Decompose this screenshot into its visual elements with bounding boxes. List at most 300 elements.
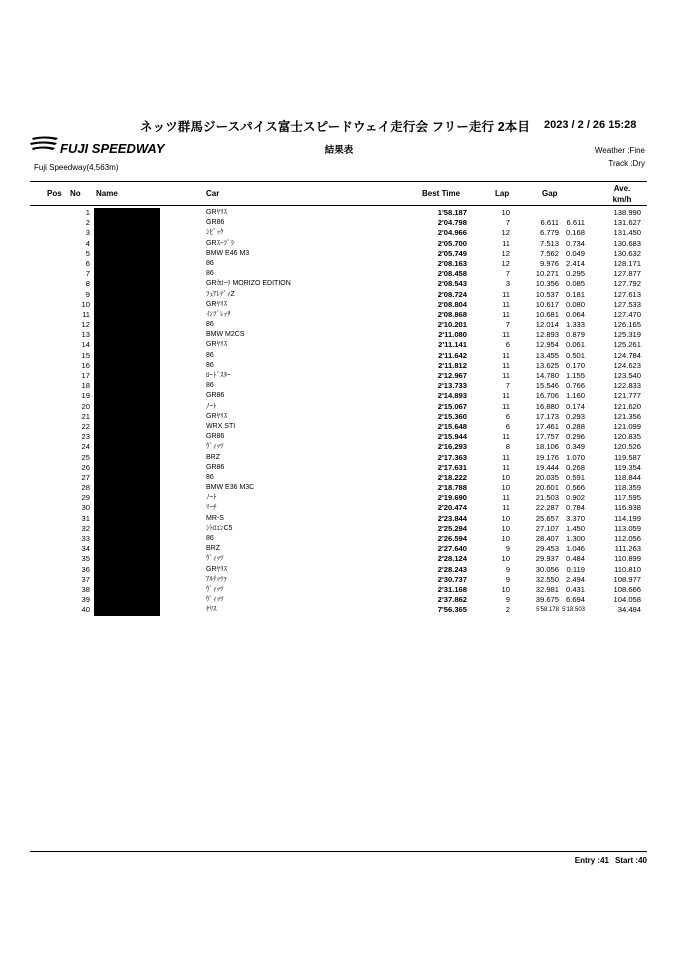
car-cell: GR86 bbox=[206, 463, 225, 471]
average-speed-cell: 127.792 bbox=[613, 279, 641, 289]
col-best-time: Best Time bbox=[422, 189, 461, 198]
best-time-cell: 2'04.798 bbox=[437, 218, 467, 228]
document-subtitle: 結果表 bbox=[324, 145, 354, 156]
entry-count: Entry :41 bbox=[574, 856, 609, 865]
lap-cell: 9 bbox=[505, 595, 510, 605]
driver-name-redacted bbox=[94, 361, 160, 371]
car-cell: WRX STI bbox=[206, 422, 236, 430]
pos-cell: 32 bbox=[81, 523, 90, 533]
interval-cell: 1.300 bbox=[565, 534, 585, 543]
driver-name-redacted bbox=[94, 290, 160, 300]
driver-name-redacted bbox=[94, 310, 160, 320]
interval-cell: 0.296 bbox=[565, 432, 585, 442]
average-speed-cell: 108.666 bbox=[613, 584, 641, 594]
driver-name-redacted bbox=[94, 239, 160, 249]
pos-cell: 2 bbox=[85, 218, 90, 228]
gap-cell: 39.675 bbox=[535, 595, 559, 605]
gap-cell: 19.176 bbox=[535, 452, 559, 462]
gap-cell: 7.513 bbox=[539, 238, 559, 248]
venue-name: Fuji Speedway(4,563m) bbox=[34, 163, 119, 172]
best-time-cell: 2'15.067 bbox=[437, 401, 467, 411]
interval-cell: 1.046 bbox=[565, 544, 585, 554]
best-time-cell: 2'28.243 bbox=[437, 564, 467, 574]
interval-cell: 0.349 bbox=[565, 442, 585, 452]
car-cell: ｱﾙﾃｯﾂｧ bbox=[206, 575, 227, 583]
lap-cell: 6 bbox=[505, 421, 510, 431]
table-row bbox=[30, 422, 647, 432]
pos-cell: 30 bbox=[81, 503, 90, 513]
lap-cell: 12 bbox=[501, 248, 510, 258]
best-time-cell: 2'28.124 bbox=[437, 554, 467, 564]
table-row bbox=[30, 453, 647, 463]
car-cell: GR86 bbox=[206, 392, 225, 400]
pos-cell: 22 bbox=[81, 421, 90, 431]
lap-cell: 11 bbox=[502, 432, 510, 442]
driver-name-redacted bbox=[94, 483, 160, 493]
pos-cell: 36 bbox=[81, 564, 90, 574]
track-condition: Track :Dry bbox=[608, 159, 645, 168]
average-speed-cell: 121.777 bbox=[613, 391, 641, 401]
pos-cell: 23 bbox=[81, 432, 90, 442]
col-ave bbox=[602, 183, 642, 205]
best-time-cell: 2'19.690 bbox=[437, 493, 467, 503]
lap-cell: 11 bbox=[502, 350, 510, 360]
best-time-cell: 2'13.733 bbox=[437, 381, 467, 391]
average-speed-cell: 120.526 bbox=[613, 442, 641, 452]
pos-cell: 25 bbox=[81, 452, 90, 462]
pos-cell: 21 bbox=[81, 411, 90, 421]
driver-name-redacted bbox=[94, 585, 160, 595]
interval-cell: 0.119 bbox=[566, 564, 585, 574]
lap-cell: 12 bbox=[501, 258, 510, 268]
driver-name-redacted bbox=[94, 330, 160, 340]
table-row bbox=[30, 351, 647, 361]
pos-cell: 1 bbox=[85, 208, 90, 217]
table-row bbox=[30, 228, 647, 238]
driver-name-redacted bbox=[94, 391, 160, 401]
driver-name-redacted bbox=[94, 320, 160, 330]
lap-cell: 2 bbox=[505, 605, 510, 615]
car-cell: ﾏｰﾁ bbox=[206, 504, 217, 512]
driver-name-redacted bbox=[94, 432, 160, 442]
car-cell: 86 bbox=[206, 270, 214, 278]
pos-cell: 12 bbox=[81, 320, 90, 330]
best-time-cell: 2'14.893 bbox=[437, 391, 467, 401]
pos-cell: 29 bbox=[81, 493, 90, 503]
driver-name-redacted bbox=[94, 412, 160, 422]
gap-cell: 9.976 bbox=[539, 258, 559, 268]
car-cell: GR86 bbox=[206, 219, 225, 227]
gap-cell: 28.407 bbox=[535, 534, 559, 543]
average-speed-cell: 119.587 bbox=[614, 452, 641, 462]
interval-cell: 0.080 bbox=[565, 299, 585, 309]
gap-cell: 7.562 bbox=[539, 248, 559, 258]
lap-cell: 10 bbox=[501, 483, 510, 493]
best-time-cell: 2'08.868 bbox=[437, 309, 467, 319]
pos-cell: 35 bbox=[81, 554, 90, 564]
car-cell: 86 bbox=[206, 473, 214, 481]
best-time-cell: 2'11.080 bbox=[438, 330, 467, 340]
interval-cell: 2.494 bbox=[565, 574, 585, 584]
best-time-cell: 2'17.363 bbox=[437, 452, 467, 462]
pos-cell: 7 bbox=[85, 269, 90, 279]
car-cell: GRﾔﾘｽ bbox=[206, 341, 227, 349]
table-row bbox=[30, 239, 647, 249]
col-gap: Gap bbox=[542, 189, 558, 198]
interval-cell: 6.694 bbox=[565, 595, 585, 605]
best-time-cell: 7'56.365 bbox=[437, 605, 467, 615]
average-speed-cell: 127.470 bbox=[613, 309, 641, 319]
lap-cell: 10 bbox=[501, 208, 510, 217]
car-cell: GRﾔﾘｽ bbox=[206, 209, 227, 216]
interval-cell: 0.484 bbox=[565, 554, 585, 564]
lap-cell: 6 bbox=[505, 411, 510, 421]
table-row bbox=[30, 208, 647, 218]
average-speed-cell: 118.844 bbox=[614, 472, 641, 482]
col-car: Car bbox=[206, 189, 220, 198]
table-row bbox=[30, 218, 647, 228]
driver-name-redacted bbox=[94, 565, 160, 575]
interval-cell: 0.288 bbox=[565, 421, 585, 431]
driver-name-redacted bbox=[94, 534, 160, 544]
results-table-header bbox=[30, 181, 647, 206]
pos-cell: 33 bbox=[81, 534, 90, 543]
best-time-cell: 2'17.631 bbox=[437, 462, 467, 472]
pos-cell: 8 bbox=[85, 279, 90, 289]
gap-cell: 20.601 bbox=[535, 483, 559, 493]
gap-cell: 32.550 bbox=[535, 574, 559, 584]
pos-cell: 19 bbox=[81, 391, 90, 401]
interval-cell: 0.174 bbox=[565, 401, 585, 411]
driver-name-redacted bbox=[94, 473, 160, 483]
pos-cell: 9 bbox=[85, 289, 90, 299]
interval-cell: 1.333 bbox=[565, 320, 585, 330]
average-speed-cell: 122.833 bbox=[613, 381, 641, 391]
table-row bbox=[30, 483, 647, 493]
lap-cell: 11 bbox=[502, 493, 510, 503]
gap-cell: 14.780 bbox=[535, 371, 559, 380]
interval-cell: 2.414 bbox=[565, 258, 585, 268]
col-no: No bbox=[70, 189, 81, 198]
car-cell: BRZ bbox=[206, 453, 220, 461]
best-time-cell: 2'15.648 bbox=[437, 421, 467, 431]
pos-cell: 3 bbox=[85, 228, 90, 238]
best-time-cell: 2'16.293 bbox=[437, 442, 467, 452]
best-time-cell: 2'08.163 bbox=[437, 258, 467, 268]
average-speed-cell: 123.540 bbox=[613, 371, 641, 380]
gap-cell: 17.461 bbox=[535, 421, 559, 431]
gap-cell: 12.954 bbox=[535, 340, 559, 350]
car-cell: ｳﾞｨｯﾂ bbox=[206, 585, 224, 593]
average-speed-cell: 114.199 bbox=[614, 513, 641, 523]
lap-cell: 7 bbox=[505, 269, 510, 279]
average-speed-cell: 111.263 bbox=[614, 544, 641, 554]
driver-name-redacted bbox=[94, 422, 160, 432]
average-speed-cell: 124.623 bbox=[613, 360, 641, 370]
gap-cell: 18.106 bbox=[535, 442, 559, 452]
table-row bbox=[30, 605, 647, 615]
average-speed-cell: 121.099 bbox=[613, 421, 641, 431]
best-time-cell: 2'08.543 bbox=[437, 279, 467, 289]
gap-cell: 17.173 bbox=[535, 411, 559, 421]
gap-cell: 16.880 bbox=[535, 401, 559, 411]
table-row bbox=[30, 432, 647, 442]
interval-cell: 5'18.503 bbox=[562, 607, 585, 614]
driver-name-redacted bbox=[94, 554, 160, 564]
interval-cell: 0.170 bbox=[565, 360, 585, 370]
gap-cell: 10.681 bbox=[535, 309, 559, 319]
best-time-cell: 2'23.844 bbox=[437, 513, 467, 523]
interval-cell: 0.061 bbox=[565, 340, 585, 350]
lap-cell: 10 bbox=[501, 513, 510, 523]
table-row bbox=[30, 269, 647, 279]
driver-name-redacted bbox=[94, 493, 160, 503]
table-row bbox=[30, 442, 647, 452]
car-cell: ｲﾝﾌﾟﾚｯｻ bbox=[206, 310, 231, 318]
car-cell: ﾔﾘｽ bbox=[206, 606, 217, 614]
car-cell: ﾛｰﾄﾞｽﾀｰ bbox=[206, 372, 231, 379]
lap-cell: 11 bbox=[502, 289, 510, 299]
lap-cell: 11 bbox=[502, 330, 510, 340]
gap-cell: 20.035 bbox=[535, 472, 559, 482]
gap-cell: 16.706 bbox=[535, 391, 559, 401]
interval-cell: 3.370 bbox=[565, 513, 585, 523]
pos-cell: 34 bbox=[81, 544, 90, 554]
table-row bbox=[30, 473, 647, 483]
pos-cell: 18 bbox=[81, 381, 90, 391]
driver-name-redacted bbox=[94, 381, 160, 391]
interval-cell: 0.268 bbox=[565, 462, 585, 472]
table-row bbox=[30, 300, 647, 310]
table-row bbox=[30, 463, 647, 473]
average-speed-cell: 125.319 bbox=[613, 330, 641, 340]
pos-cell: 24 bbox=[81, 442, 90, 452]
table-row bbox=[30, 381, 647, 391]
pos-cell: 39 bbox=[81, 595, 90, 605]
table-row bbox=[30, 402, 647, 412]
driver-name-redacted bbox=[94, 208, 160, 218]
table-row bbox=[30, 595, 647, 605]
pos-cell: 6 bbox=[85, 258, 90, 268]
pos-cell: 5 bbox=[85, 248, 90, 258]
average-speed-cell: 121.620 bbox=[613, 401, 641, 411]
driver-name-redacted bbox=[94, 249, 160, 259]
driver-name-redacted bbox=[94, 371, 160, 381]
table-row bbox=[30, 554, 647, 564]
driver-name-redacted bbox=[94, 463, 160, 473]
best-time-cell: 2'26.594 bbox=[437, 534, 467, 543]
gap-cell: 19.444 bbox=[535, 462, 559, 472]
best-time-cell: 2'30.737 bbox=[437, 574, 467, 584]
table-row bbox=[30, 575, 647, 585]
driver-name-redacted bbox=[94, 402, 160, 412]
driver-name-redacted bbox=[94, 503, 160, 513]
gap-cell: 27.107 bbox=[535, 523, 559, 533]
interval-cell: 0.501 bbox=[565, 350, 585, 360]
car-cell: GR86 bbox=[206, 433, 225, 441]
entry-summary bbox=[569, 856, 647, 865]
driver-name-redacted bbox=[94, 442, 160, 452]
car-cell: 86 bbox=[206, 361, 214, 369]
average-speed-cell: 125.261 bbox=[613, 340, 641, 350]
interval-cell: 1.070 bbox=[565, 452, 585, 462]
interval-cell: 0.784 bbox=[565, 503, 585, 513]
table-row bbox=[30, 534, 647, 544]
car-cell: BMW M2CS bbox=[206, 331, 245, 339]
average-speed-cell: 113.059 bbox=[614, 523, 641, 533]
pos-cell: 37 bbox=[81, 574, 90, 584]
pos-cell: 17 bbox=[81, 371, 90, 380]
gap-cell: 29.453 bbox=[535, 544, 559, 554]
gap-cell: 25.657 bbox=[535, 513, 559, 523]
best-time-cell: 2'11.141 bbox=[438, 340, 467, 350]
car-cell: 86 bbox=[206, 351, 214, 359]
interval-cell: 0.295 bbox=[565, 269, 585, 279]
best-time-cell: 2'27.640 bbox=[437, 544, 467, 554]
driver-name-redacted bbox=[94, 453, 160, 463]
car-cell: ｼﾄﾛｴﾝC5 bbox=[206, 524, 233, 532]
driver-name-redacted bbox=[94, 218, 160, 228]
interval-cell: 0.591 bbox=[565, 472, 585, 482]
interval-cell: 0.049 bbox=[565, 248, 585, 258]
driver-name-redacted bbox=[94, 514, 160, 524]
car-cell: GRﾔﾘｽ bbox=[206, 412, 227, 420]
average-speed-cell: 108.977 bbox=[613, 574, 641, 584]
table-row bbox=[30, 320, 647, 330]
pos-cell: 11 bbox=[82, 309, 90, 319]
gap-cell: 10.356 bbox=[535, 279, 559, 289]
driver-name-redacted bbox=[94, 259, 160, 269]
best-time-cell: 2'11.812 bbox=[438, 360, 467, 370]
average-speed-cell: 131.450 bbox=[613, 228, 641, 238]
lap-cell: 11 bbox=[502, 238, 510, 248]
car-cell: MR-S bbox=[206, 514, 224, 522]
driver-name-redacted bbox=[94, 269, 160, 279]
driver-name-redacted bbox=[94, 524, 160, 534]
best-time-cell: 2'11.642 bbox=[438, 350, 467, 360]
driver-name-redacted bbox=[94, 340, 160, 350]
car-cell: BMW E46 M3 bbox=[206, 249, 250, 257]
car-cell: GRｽｰﾌﾟﾗ bbox=[206, 239, 234, 247]
lap-cell: 7 bbox=[505, 381, 510, 391]
average-speed-cell: 34.484 bbox=[617, 605, 641, 615]
driver-name-redacted bbox=[94, 575, 160, 585]
car-cell: BRZ bbox=[206, 545, 220, 553]
average-speed-cell: 120.835 bbox=[613, 432, 641, 442]
average-speed-cell: 116.938 bbox=[614, 503, 641, 513]
interval-cell: 0.085 bbox=[565, 279, 585, 289]
gap-cell: 12.893 bbox=[535, 330, 559, 340]
lap-cell: 8 bbox=[505, 442, 510, 452]
table-row bbox=[30, 361, 647, 371]
car-cell: ｳﾞｨｯﾂ bbox=[206, 555, 224, 563]
pos-cell: 14 bbox=[81, 340, 90, 350]
driver-name-redacted bbox=[94, 544, 160, 554]
table-row bbox=[30, 249, 647, 259]
average-speed-cell: 121.356 bbox=[613, 411, 641, 421]
car-cell: 86 bbox=[206, 259, 214, 267]
lap-cell: 11 bbox=[502, 503, 510, 513]
average-speed-cell: 118.359 bbox=[614, 483, 641, 493]
driver-name-redacted bbox=[94, 300, 160, 310]
gap-cell: 10.617 bbox=[535, 299, 559, 309]
average-speed-cell: 104.058 bbox=[613, 595, 641, 605]
pos-cell: 16 bbox=[81, 360, 90, 370]
best-time-cell: 2'15.944 bbox=[437, 432, 467, 442]
best-time-cell: 2'08.724 bbox=[437, 289, 467, 299]
interval-cell: 0.566 bbox=[565, 483, 585, 493]
gap-cell: 13.455 bbox=[535, 350, 559, 360]
best-time-cell: 2'37.862 bbox=[437, 595, 467, 605]
interval-cell: 0.181 bbox=[565, 289, 585, 299]
table-row bbox=[30, 544, 647, 554]
table-row bbox=[30, 503, 647, 513]
table-row bbox=[30, 259, 647, 269]
interval-cell: 1.155 bbox=[565, 371, 585, 380]
col-ave-label: Ave. bbox=[613, 184, 631, 193]
table-row bbox=[30, 565, 647, 575]
lap-cell: 9 bbox=[505, 564, 510, 574]
table-row bbox=[30, 524, 647, 534]
lap-cell: 11 bbox=[502, 462, 510, 472]
car-cell: GRﾔﾘｽ bbox=[206, 300, 227, 308]
best-time-cell: 2'05.700 bbox=[437, 238, 467, 248]
gap-cell: 5'58.178 bbox=[536, 607, 559, 614]
lap-cell: 11 bbox=[502, 371, 510, 380]
col-pos: Pos bbox=[47, 189, 62, 198]
average-speed-cell: 130.632 bbox=[613, 248, 641, 258]
best-time-cell: 1'58.187 bbox=[437, 208, 467, 217]
page-title: ネッツ群馬ジースパイス富士スピードウェイ走行会 フリー走行 2本目 bbox=[140, 120, 530, 134]
pos-cell: 15 bbox=[81, 350, 90, 360]
gap-cell: 12.014 bbox=[535, 320, 559, 330]
pos-cell: 13 bbox=[81, 330, 90, 340]
lap-cell: 7 bbox=[505, 218, 510, 228]
average-speed-cell: 112.056 bbox=[614, 534, 641, 543]
weather-info: Weather :Fine bbox=[594, 146, 645, 155]
interval-cell: 6.611 bbox=[566, 218, 585, 228]
interval-cell: 0.064 bbox=[565, 309, 585, 319]
lap-cell: 11 bbox=[502, 309, 510, 319]
interval-cell: 1.160 bbox=[565, 391, 585, 401]
lap-cell: 10 bbox=[501, 534, 510, 543]
interval-cell: 1.450 bbox=[565, 523, 585, 533]
average-speed-cell: 130.683 bbox=[613, 238, 641, 248]
car-cell: ｳﾞｨｯﾂ bbox=[206, 443, 224, 451]
gap-cell: 13.625 bbox=[535, 360, 559, 370]
interval-cell: 0.879 bbox=[565, 330, 585, 340]
lap-cell: 10 bbox=[501, 554, 510, 564]
lap-cell: 11 bbox=[502, 452, 510, 462]
session-datetime: 2023 / 2 / 26 15:28 bbox=[544, 119, 637, 131]
best-time-cell: 2'04.966 bbox=[437, 228, 467, 238]
pos-cell: 40 bbox=[81, 605, 90, 615]
lap-cell: 12 bbox=[501, 228, 510, 238]
best-time-cell: 2'31.168 bbox=[437, 584, 467, 594]
gap-cell: 17.757 bbox=[535, 432, 559, 442]
lap-cell: 11 bbox=[502, 299, 510, 309]
gap-cell: 15.546 bbox=[535, 381, 559, 391]
average-speed-cell: 128.171 bbox=[613, 258, 641, 268]
average-speed-cell: 110.810 bbox=[614, 564, 641, 574]
table-row bbox=[30, 279, 647, 289]
lap-cell: 6 bbox=[505, 340, 510, 350]
table-row bbox=[30, 310, 647, 320]
col-ave-unit: km/h bbox=[612, 195, 632, 204]
car-cell: 86 bbox=[206, 382, 214, 390]
results-table-body bbox=[30, 208, 647, 616]
car-cell: ｼﾋﾞｯｸ bbox=[206, 229, 224, 237]
